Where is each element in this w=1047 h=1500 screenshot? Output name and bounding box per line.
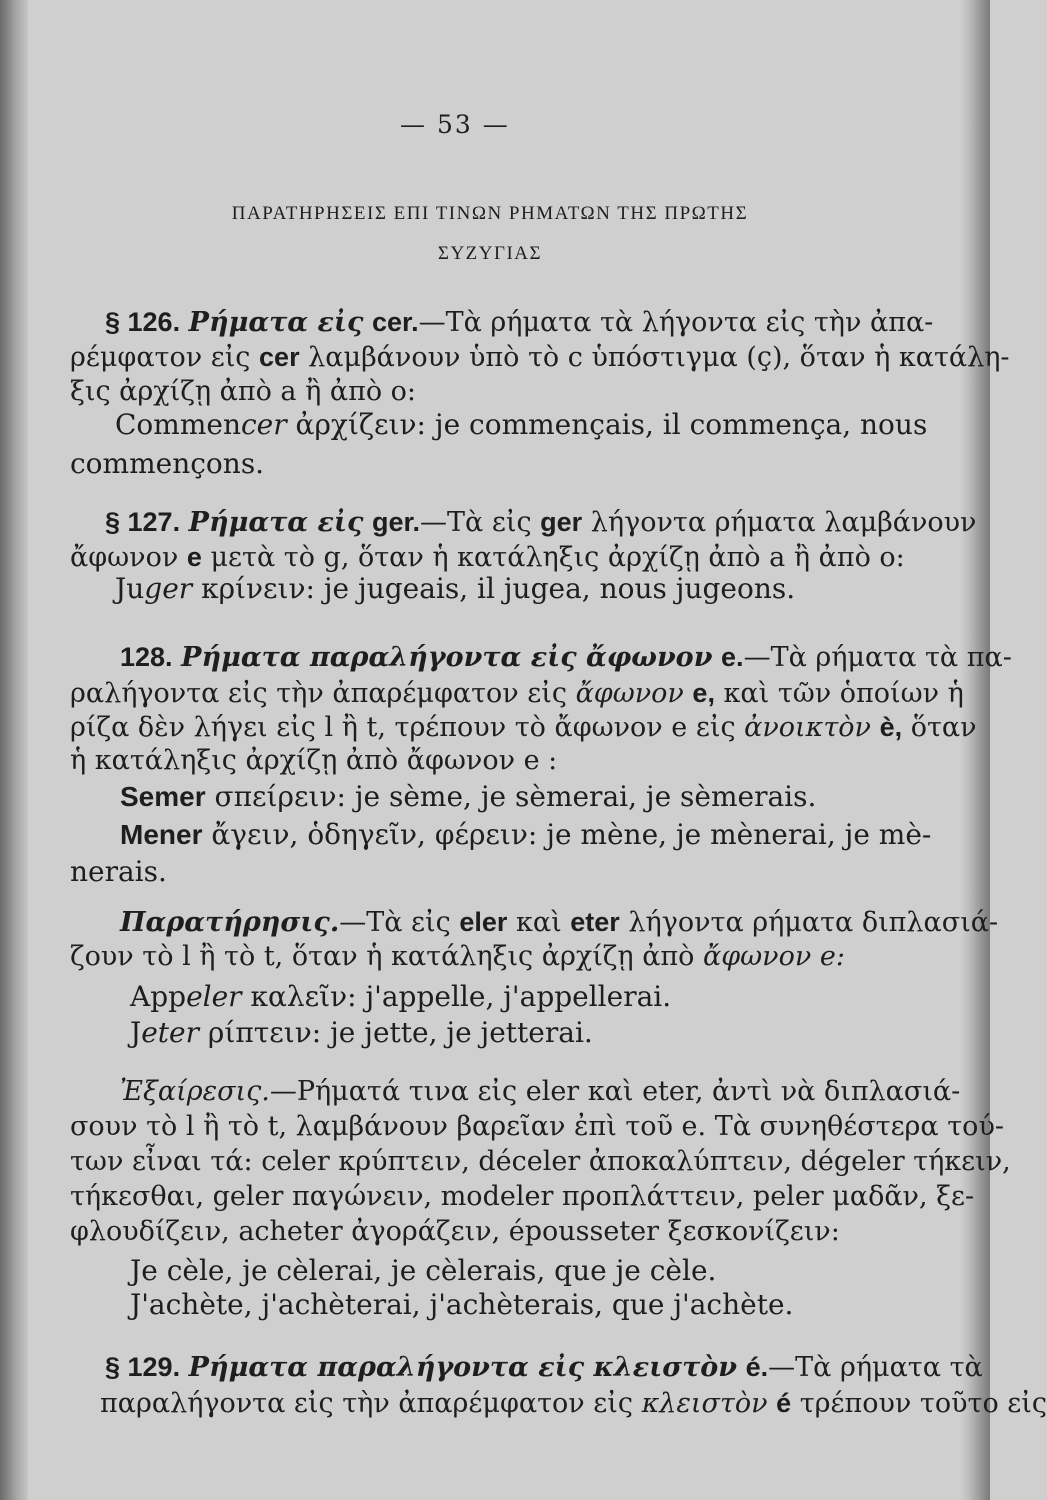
example-forms: je commençais, il commença, nous	[434, 408, 928, 441]
exceptions-title: Ἐξαίρεσις.	[120, 1076, 270, 1107]
text: —Ρήματά τινα εἰς eler καὶ eter, ἀντὶ νὰ διπλασιά-	[269, 1076, 961, 1107]
remark-title: Παρατήρησις.	[120, 907, 340, 938]
section-title: Ρήματα παραλήγοντα εἰς ἄφωνον	[181, 642, 713, 673]
example-forms: je jette, je jetterai.	[330, 1016, 593, 1049]
key-letter: e,	[692, 678, 715, 708]
example-verb: Commen	[115, 408, 241, 441]
section-number: § 129.	[105, 1352, 181, 1382]
italic-term: ἀνοικτὸν	[744, 712, 871, 743]
text: —Τὰ ρήματα τὰ λήγοντα εἰς τὴν ἀπα-	[418, 307, 934, 338]
section-key: ger.	[372, 507, 421, 537]
example-forms: J'achète, j'achèterai, j'achèterais, que j'achète.	[130, 1288, 794, 1321]
example-forms: σπείρειν: je sème, je sèmerai, je sèmerais.	[214, 780, 817, 813]
section-number: 128.	[120, 642, 173, 672]
key-ending: eler	[459, 907, 508, 937]
example-forms: j'appelle, j'appellerai.	[365, 980, 672, 1013]
example-continuation: nerais.	[70, 855, 167, 888]
page-number: — 53 —	[400, 110, 510, 139]
section-number: § 126.	[105, 307, 181, 337]
example-verb: Mener	[120, 819, 203, 850]
text: φλουδίζειν, acheter ἀγοράζειν, épousseter ξεσκονίζειν:	[70, 1216, 840, 1247]
text: μετὰ τὸ g, ὅταν ἡ κατάληξις ἀρχίζῃ ἀπὸ a ἢ ἀπὸ o:	[210, 542, 905, 573]
example-verb-ending: eter	[141, 1016, 200, 1049]
text: ξις ἀρχίζῃ ἀπὸ a ἢ ἀπὸ o:	[70, 376, 417, 407]
key-ending: cer	[259, 342, 300, 372]
example-verb-ending: cer	[241, 408, 287, 441]
text: —Τὰ ρήματα τὰ πα-	[743, 642, 1012, 673]
example-meaning: ρίπτειν:	[207, 1016, 322, 1049]
text: παραλήγοντα εἰς τὴν ἀπαρέμφατον εἰς	[100, 1388, 633, 1419]
section-heading-line2: ΣΥΖΥΓΙΑΣ	[437, 243, 543, 264]
text: των εἶναι τά: celer κρύπτειν, déceler ἀποκαλύπτειν, dégeler τήκειν,	[70, 1146, 1011, 1177]
text: ἄφωνον	[70, 542, 179, 573]
italic-term: ἄφωνον	[575, 678, 684, 709]
text: λήγοντα ρήματα διπλασιά-	[628, 907, 999, 938]
section-key: e.	[721, 642, 744, 672]
text: σουν τὸ l ἢ τὸ t, λαμβάνουν βαρεῖαν ἐπὶ τοῦ e. Τὰ συνηθέστερα τού-	[70, 1111, 1004, 1142]
key-ending: ger	[540, 507, 583, 537]
text: καὶ	[515, 907, 562, 938]
section-key: cer.	[372, 307, 419, 337]
example-continuation: commençons.	[70, 447, 265, 480]
example-verb: J	[130, 1016, 142, 1049]
text: καὶ τῶν ὁποίων ἡ	[723, 678, 964, 709]
example-meaning: κρίνειν:	[201, 572, 315, 605]
example-verb: App	[130, 980, 187, 1013]
italic-term: ἄφωνον e:	[703, 941, 845, 972]
text: ραλήγοντα εἰς τὴν ἀπαρέμφατον εἰς	[70, 678, 567, 709]
example-verb-ending: eler	[186, 980, 242, 1013]
text: ὅταν	[910, 712, 977, 743]
text: —Τὰ εἰς	[339, 907, 451, 938]
text: —Τὰ ρήματα τὰ	[768, 1352, 983, 1383]
section-title: Ρήματα εἰς	[188, 307, 364, 338]
example-verb-ending: ger	[144, 572, 193, 605]
page-left-edge-shadow	[0, 0, 28, 1500]
example-meaning: καλεῖν:	[250, 980, 357, 1013]
section-heading-line1: ΠΑΡΑΤΗΡΗΣΕΙΣ ΕΠΙ ΤΙΝΩΝ ΡΗΜΑΤΩΝ ΤΗΣ ΠΡΩΤΗΣ	[231, 203, 749, 224]
section-title: Ρήματα παραλήγοντα εἰς κλειστὸν	[188, 1352, 738, 1383]
example-meaning: ἀρχίζειν:	[295, 408, 426, 441]
key-letter: è,	[879, 712, 903, 742]
key-letter: e	[186, 542, 202, 572]
text: λήγοντα ρήματα λαμβάνουν	[590, 507, 977, 538]
italic-term: κλειστὸν	[641, 1388, 768, 1419]
text: ρίζα δὲν λήγει εἰς l ἢ t, τρέπουν τὸ ἄφωνον e εἰς	[70, 712, 736, 743]
book-page	[60, 0, 1047, 1500]
example-forms: ἄγειν, ὁδηγεῖν, φέρειν: je mène, je mènerai, je mè-	[211, 818, 932, 851]
text: ἡ κατάληξις ἀρχίζῃ ἀπὸ ἄφωνον e :	[70, 745, 558, 776]
text: ζουν τὸ l ἢ τὸ t, ὅταν ἡ κατάληξις ἀρχίζῃ ἀπὸ	[70, 941, 695, 972]
example-forms: Je cèle, je cèlerai, je cèlerais, que je cèle.	[130, 1254, 717, 1287]
key-letter: é	[776, 1388, 792, 1418]
section-key: é.	[745, 1352, 769, 1382]
text: —Τὰ εἰς	[420, 507, 532, 538]
page-right-edge-shadow	[960, 0, 990, 1500]
section-title: Ρήματα εἰς	[188, 507, 364, 538]
text: λαμβάνουν ὑπὸ τὸ c ὑπόστιγμα (ç), ὅταν ἡ κατάλη-	[308, 342, 1010, 373]
text: τήκεσθαι, geler παγώνειν, modeler προπλάττειν, peler μαδᾶν, ξε-	[70, 1181, 975, 1212]
example-verb: Ju	[115, 572, 145, 605]
section-number: § 127.	[105, 507, 181, 537]
key-ending: eter	[570, 907, 620, 937]
text: ρέμφατον εἰς	[70, 342, 251, 373]
text: τρέπουν τοῦτο εἰς	[799, 1388, 1047, 1419]
example-verb: Semer	[120, 781, 206, 812]
example-forms: je jugeais, il jugea, nous jugeons.	[323, 572, 796, 605]
